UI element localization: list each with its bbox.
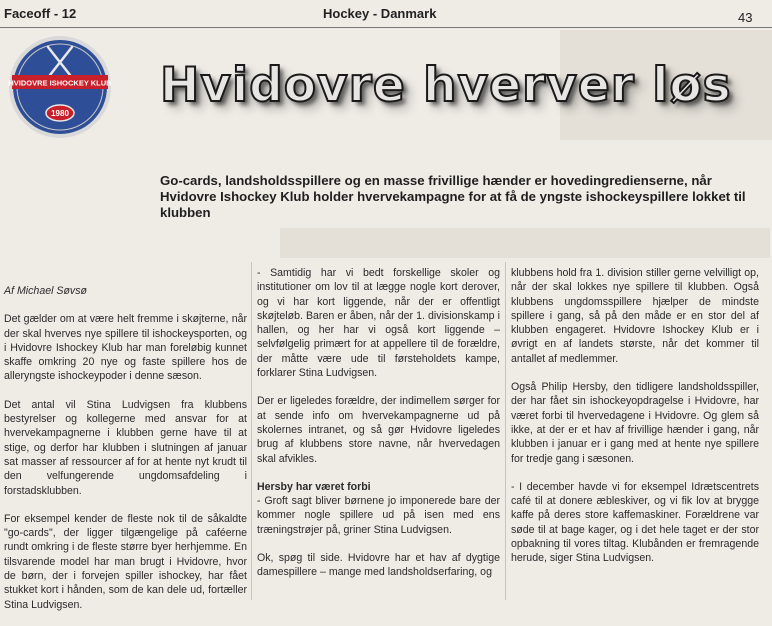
column-divider [251,262,252,600]
club-logo-text: HVIDOVRE ISHOCKEY KLUB [8,78,112,88]
paragraph: - Groft sagt bliver børnene jo imponerede bare der kommer nogle spillere ud på isen med ens træningstrøjer på, griner Stina Ludvigsen. [257,495,500,536]
subheading: Hersby har været forbi [257,480,371,493]
paragraph: Det gælder om at være helt fremme i skøjterne, når der skal hverves nye spillere til ishockeysporten, og i Hvidovre Ishockey Klub har man foreløbig kunnet skaffe omkring 20 nye og faste spillere hos de alleryngste ishockeypoder i denne sæson. [4,313,247,383]
paragraph: klubbens hold fra 1. division stiller gerne velvilligt op, når der skal lokkes nye spillere til klubben. Også klubbens ungdomsspillere hjælper de mindste spillere i gang, så på den måde er en stor del af klubben engageret. Hvidovre Ishockey Klub er i øvrigt en af landets største, når det kommer til antallet af medlemmer. [511,267,759,365]
paragraph: Det antal vil Stina Ludvigsen fra klubbens bestyrelser og kollegerne med ansvar for at hvervekampagnerne i klubben gerne have til at stige, og derfor har klubben i slutningen af januar sat masser af ressourcer af for at hente nyt krudt til den velfungerende ungdomsafdeling i forstadsklubben. [4,398,247,497]
magazine-issue-label: Faceoff - 12 [4,6,77,21]
background-shading [280,228,770,258]
page-header [0,0,772,26]
byline: Af Michael Søvsø [4,285,88,297]
paragraph: For eksempel kender de fleste nok til de såkaldte "go-cards", der ligger tilgængelige på caféerne rundt omkring i de fleste større byer herhjemme. En tilsvarende model har man brugt i Hvidovre, hvor de børn, der i forvejen spiller ishockey, har fået stukket kort i hånden, som de kan dele ud, fortæller Stina Ludvigsen. [4,512,247,611]
article-column-1 [4,284,247,626]
article-column-3 [511,266,759,580]
column-divider [505,262,506,600]
paragraph: Ok, spøg til side. Hvidovre har et hav af dygtige damespillere – mange med landsholdserfaring, og [257,552,500,579]
section-label: Hockey - Danmark [323,6,437,21]
article-lead: Go-cards, landsholdsspillere og en masse frivillige hænder er hovedingredienserne, når Hvidovre Ishockey Klub holder hvervekampagne for at få de yngste ishockeyspillere lokket til klubben [160,173,746,220]
article-headline: Hvidovre hverver løs [160,58,732,113]
paragraph: - Samtidig har vi bedt forskellige skoler og institutioner om lov til at lægge nogle kort derover, og vi har kort liggende, når der er offentligt skøjteløb. Baren er åben, når der 1. divisionskamp i hallen, og her har vi også kort liggende – selvfølgelig primært for at appellere til de forældre, der måtte være ude til førsteholdets kampe, forklarer Stina Ludvigsen. [257,267,500,380]
paragraph: Der er ligeledes forældre, der indimellem sørger for at sende info om hvervekampagnerne ud på skolernes intranet, og så gør Hvidovre ligeledes brug af klubbens store navne, når hvervedagen skal afvikles. [257,395,500,465]
paragraph: Også Philip Hersby, den tidligere landsholdsspiller, der har fået sin ishockeyopdragelse i Hvidovre, har været forbi til hvervedagene i Hvidovre. Og glem så ikke, at der er et hav af frivillige hænder i gang, når klubben i januar er i gang med at hente nye spillere for tredje gang i sæsonen. [511,381,759,465]
club-logo-year: 1980 [51,109,69,118]
page-number: 43 [738,10,753,25]
header-rule [0,27,772,28]
article-column-2 [257,266,500,594]
club-logo [8,35,112,139]
paragraph: - I december havde vi for eksempel Idrætscentrets café til at donere æbleskiver, og vi fik lov at brygge kaffe på deres store kaffemaskiner. Forældrene var søde til at bage kager, og i det hele taget er der stor opbakning til vores tiltag. Klubånden er fremragende herude, siger Stina Ludvigsen. [511,480,759,565]
